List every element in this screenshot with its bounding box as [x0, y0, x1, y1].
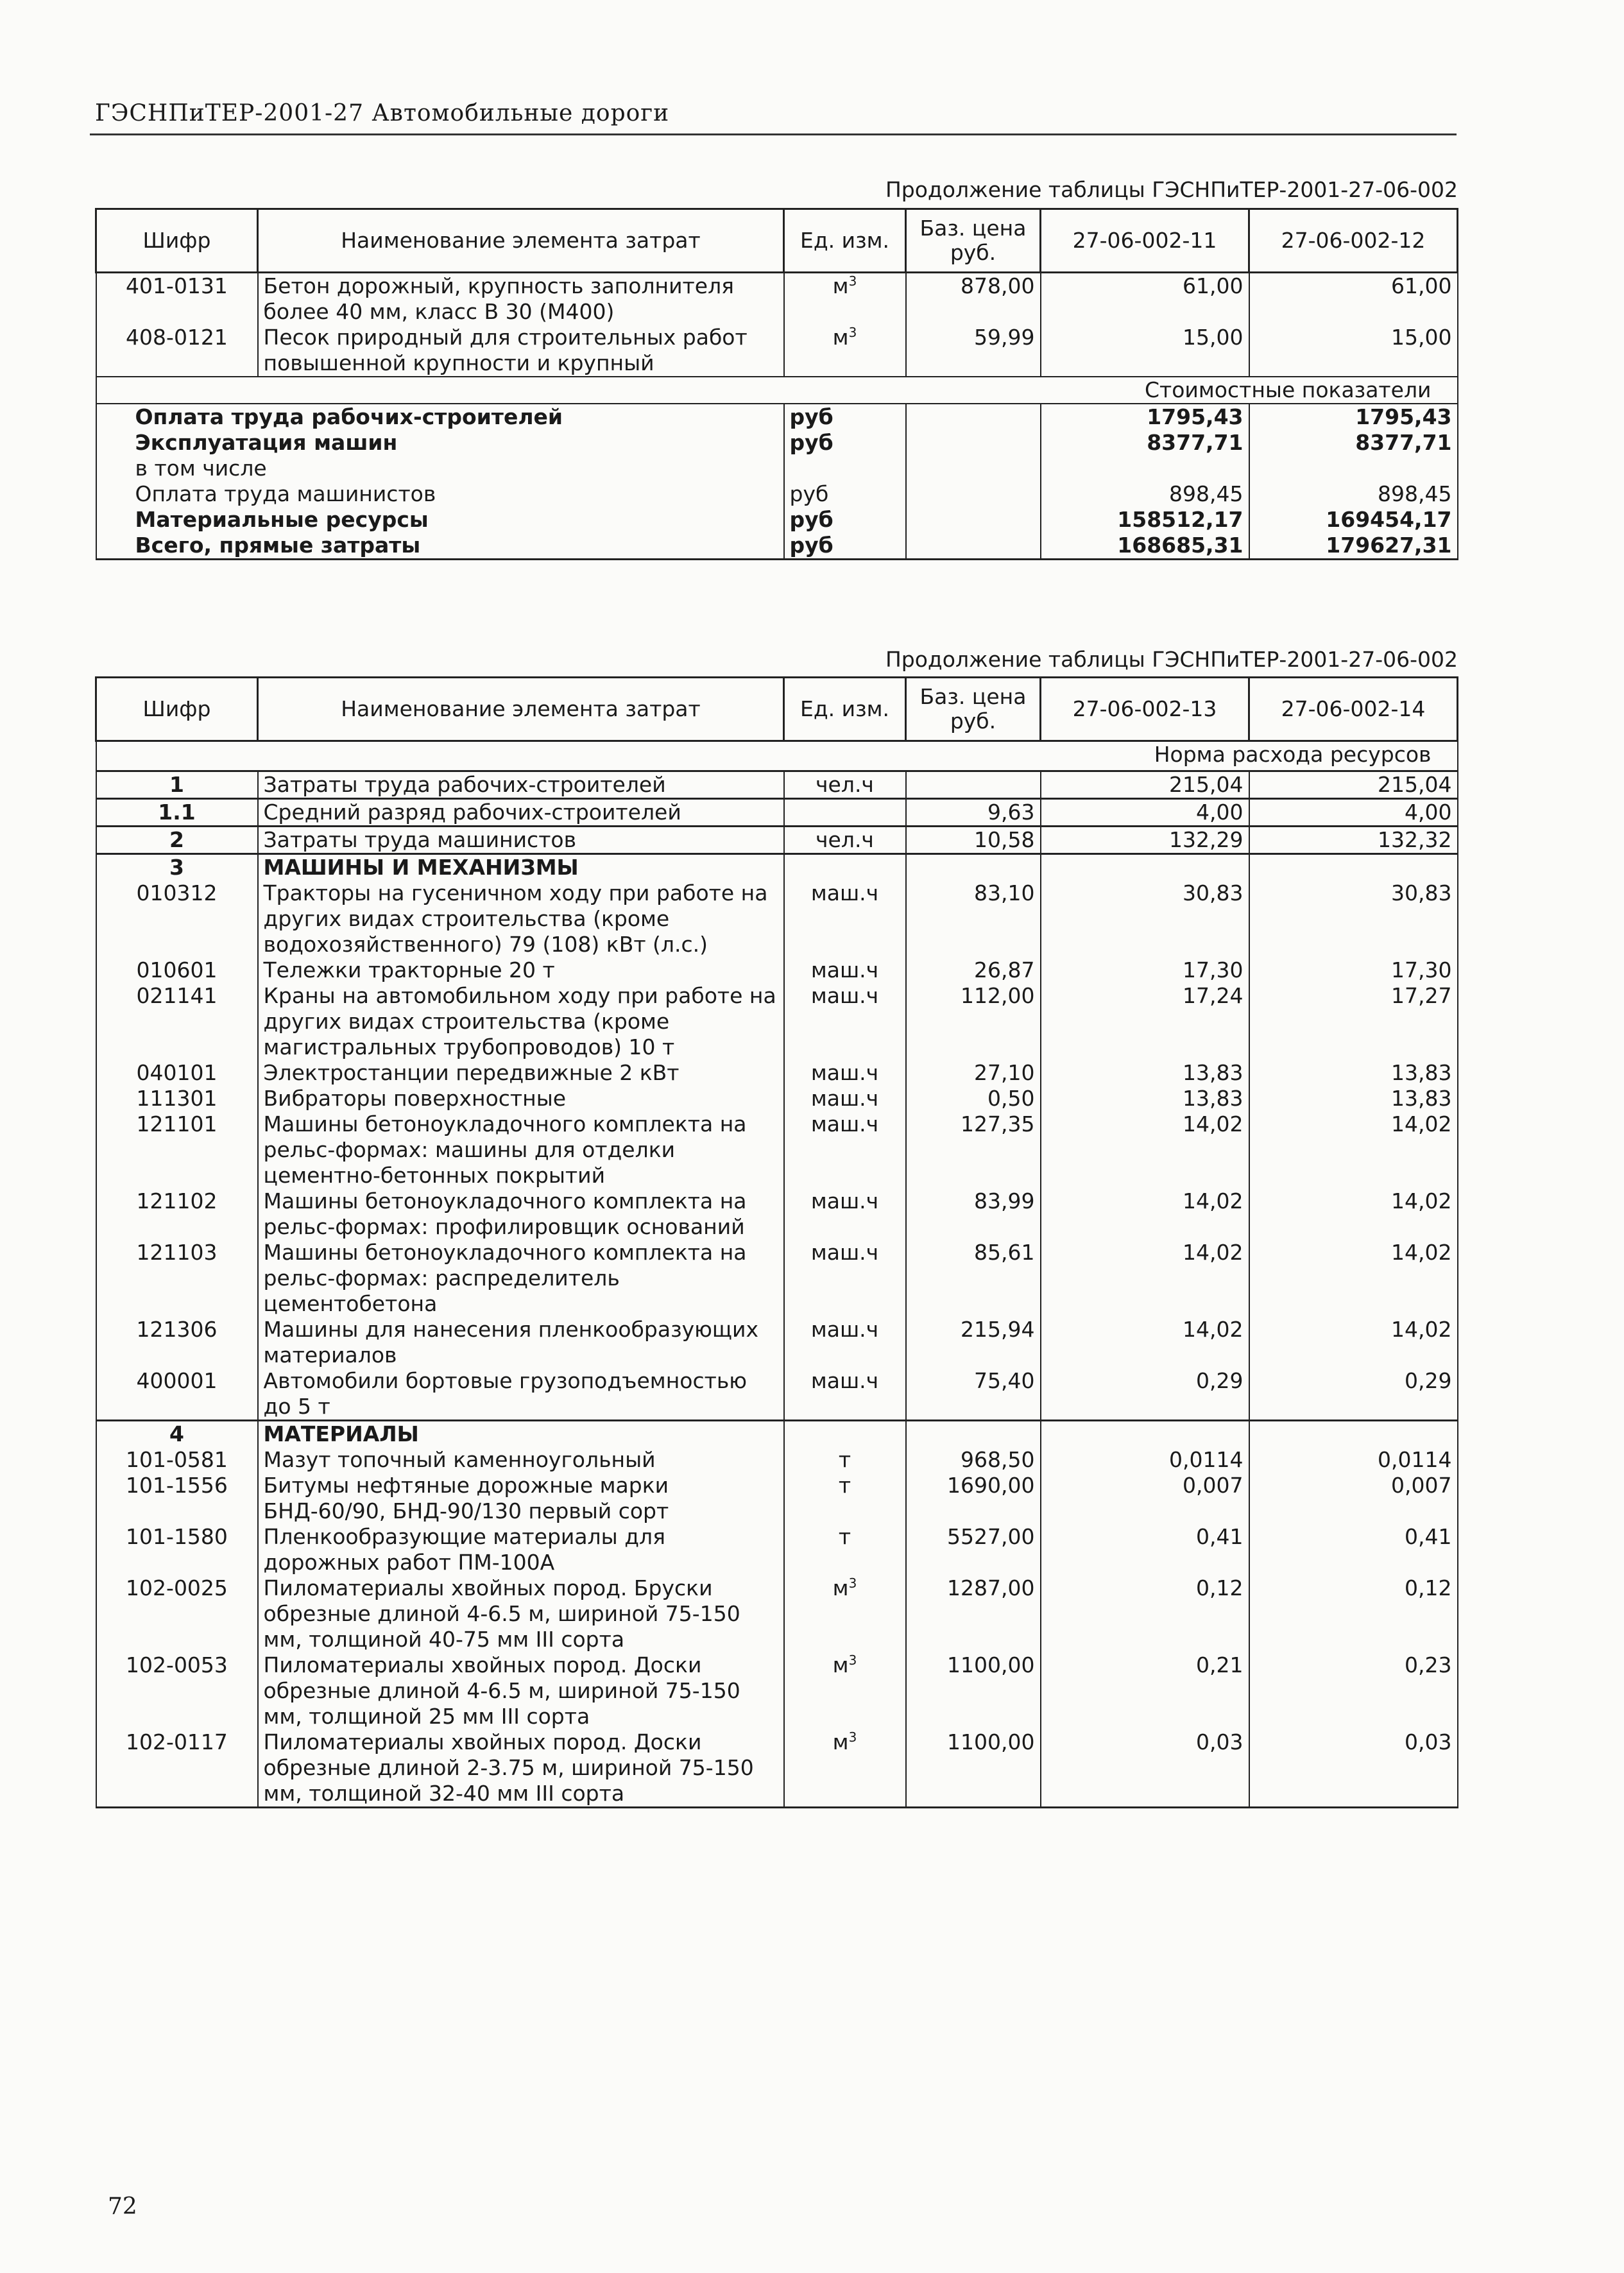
table-row [96, 1240, 1458, 1317]
row-value-1: 17,24 [1041, 983, 1249, 1060]
row-unit [784, 1652, 906, 1729]
cost-value-1: 168685,31 [1041, 533, 1249, 560]
table1-header-row [96, 209, 1458, 273]
row-code: 102-0025 [96, 1575, 258, 1652]
row-unit [784, 325, 906, 377]
row-value-2: 0,0114 [1249, 1447, 1458, 1473]
row-code: 010312 [96, 880, 258, 957]
row-name: Машины бетоноукладочного комплекта на рельс-формах: профилировщик оснований [258, 1188, 784, 1240]
table-row [96, 1421, 1458, 1448]
row-name: Пиломатериалы хвойных пород. Доски обрезные длиной 2-3.75 м, шириной 75-150 мм, толщиной 32-40 мм III сорта [258, 1729, 784, 1808]
row-name: Тракторы на гусеничном ходу при работе на других видах строительства (кроме водохозяйственного) 79 (108) кВт (л.с.) [258, 880, 784, 957]
unit-text: маш.ч [810, 1240, 879, 1265]
table1-caption: Продолжение таблицы ГЭСНПиТЕР-2001-27-06-002 [885, 177, 1458, 202]
row-code: 2 [96, 827, 258, 854]
row-unit [784, 1368, 906, 1421]
row-unit [784, 983, 906, 1060]
row-price [906, 1421, 1041, 1448]
row-name: Битумы нефтяные дорожные марки БНД-60/90, БНД-90/130 первый сорт [258, 1473, 784, 1524]
row-code: 1.1 [96, 799, 258, 827]
row-unit [784, 1575, 906, 1652]
row-name: Затраты труда машинистов [258, 827, 784, 854]
row-value-1: 15,00 [1041, 325, 1249, 377]
row-value-2: 14,02 [1249, 1317, 1458, 1368]
table-row [96, 854, 1458, 881]
row-code: 121101 [96, 1111, 258, 1188]
row-value-1 [1041, 1421, 1249, 1448]
row-code: 021141 [96, 983, 258, 1060]
row-value-2: 61,00 [1249, 273, 1458, 325]
cost-value-1: 8377,71 [1041, 430, 1249, 456]
table-row [96, 1729, 1458, 1808]
row-value-1: 13,83 [1041, 1086, 1249, 1111]
row-unit [784, 1473, 906, 1524]
row-value-1: 14,02 [1041, 1111, 1249, 1188]
table-row [96, 983, 1458, 1060]
row-value-2: 15,00 [1249, 325, 1458, 377]
row-value-1: 0,21 [1041, 1652, 1249, 1729]
row-name: МАШИНЫ И МЕХАНИЗМЫ [258, 854, 784, 881]
row-value-1: 30,83 [1041, 880, 1249, 957]
table-row [96, 771, 1458, 799]
unit-text: чел.ч [816, 827, 874, 852]
table-row [96, 273, 1458, 325]
cost-value-2: 169454,17 [1249, 507, 1458, 533]
unit-superscript: 3 [848, 325, 857, 340]
unit-superscript: 3 [848, 273, 857, 289]
table-row [96, 1524, 1458, 1575]
cost-value-2: 179627,31 [1249, 533, 1458, 560]
row-price: 83,10 [906, 880, 1041, 957]
cost-value-2: 898,45 [1249, 481, 1458, 507]
unit-text: т [838, 1473, 851, 1498]
cost-row [96, 507, 1458, 533]
cost-value-2: 1795,43 [1249, 404, 1458, 430]
table-row [96, 799, 1458, 827]
table2-section-label: Норма расхода ресурсов [96, 741, 1458, 771]
cost-value-2: 8377,71 [1249, 430, 1458, 456]
row-unit [784, 854, 906, 881]
row-unit [784, 273, 906, 325]
row-price: 75,40 [906, 1368, 1041, 1421]
row-value-2 [1249, 1421, 1458, 1448]
cost-name: в том числе [96, 456, 784, 481]
table1-header-col1: 27-06-002-11 [1041, 209, 1249, 273]
table-row [96, 957, 1458, 983]
cost-price [906, 533, 1041, 560]
table-row [96, 325, 1458, 377]
row-price: 0,50 [906, 1086, 1041, 1111]
row-code: 101-0581 [96, 1447, 258, 1473]
row-value-1: 0,007 [1041, 1473, 1249, 1524]
row-name: Песок природный для строительных работ повышенной крупности и крупный [258, 325, 784, 377]
row-price: 1100,00 [906, 1729, 1041, 1808]
row-price: 1100,00 [906, 1652, 1041, 1729]
row-value-1: 4,00 [1041, 799, 1249, 827]
row-unit [784, 1421, 906, 1448]
unit-text: т [838, 1524, 851, 1549]
cost-value-2 [1249, 456, 1458, 481]
row-price: 968,50 [906, 1447, 1041, 1473]
cost-value-1: 158512,17 [1041, 507, 1249, 533]
row-price [906, 854, 1041, 881]
table-row [96, 1473, 1458, 1524]
row-unit [784, 1447, 906, 1473]
cost-price [906, 481, 1041, 507]
row-value-2: 4,00 [1249, 799, 1458, 827]
row-value-1: 215,04 [1041, 771, 1249, 799]
table1-header-price: Баз. цена руб. [906, 209, 1041, 273]
table-row [96, 1317, 1458, 1368]
row-code: 121102 [96, 1188, 258, 1240]
unit-text: чел.ч [816, 772, 874, 797]
unit-text: т [838, 1447, 851, 1472]
row-unit [784, 1111, 906, 1188]
row-value-2: 13,83 [1249, 1060, 1458, 1086]
row-unit [784, 1240, 906, 1317]
unit-text: м [832, 325, 849, 350]
row-value-2: 14,02 [1249, 1240, 1458, 1317]
table-row [96, 827, 1458, 854]
row-unit [784, 957, 906, 983]
row-value-1: 0,41 [1041, 1524, 1249, 1575]
table-row [96, 1575, 1458, 1652]
row-value-2: 14,02 [1249, 1111, 1458, 1188]
unit-text: маш.ч [810, 1086, 879, 1111]
row-name: Пиломатериалы хвойных пород. Бруски обрезные длиной 4-6.5 м, шириной 75-150 мм, толщиной 40-75 мм III сорта [258, 1575, 784, 1652]
table2-header-col2: 27-06-002-14 [1249, 678, 1458, 741]
row-value-1: 0,03 [1041, 1729, 1249, 1808]
table1-header-unit: Ед. изм. [784, 209, 906, 273]
row-name: Бетон дорожный, крупность заполнителя более 40 мм, класс В 30 (М400) [258, 273, 784, 325]
row-name: Машины бетоноукладочного комплекта на рельс-формах: машины для отделки цементно-бетонных покрытий [258, 1111, 784, 1188]
row-value-2: 0,23 [1249, 1652, 1458, 1729]
row-name: Автомобили бортовые грузоподъемностью до 5 т [258, 1368, 784, 1421]
row-value-2: 0,41 [1249, 1524, 1458, 1575]
cost-unit: руб [784, 533, 906, 560]
row-value-1: 14,02 [1041, 1188, 1249, 1240]
row-code: 3 [96, 854, 258, 881]
row-unit [784, 771, 906, 799]
row-unit [784, 799, 906, 827]
row-code: 4 [96, 1421, 258, 1448]
row-value-1: 0,0114 [1041, 1447, 1249, 1473]
row-unit [784, 1086, 906, 1111]
row-name: Пиломатериалы хвойных пород. Доски обрезные длиной 4-6.5 м, шириной 75-150 мм, толщиной 25 мм III сорта [258, 1652, 784, 1729]
row-name: Краны на автомобильном ходу при работе на других видах строительства (кроме магистральных трубопроводов) 10 т [258, 983, 784, 1060]
unit-text: м [832, 1575, 849, 1600]
row-code: 121103 [96, 1240, 258, 1317]
cost-row [96, 533, 1458, 560]
table1-header-name: Наименование элемента затрат [258, 209, 784, 273]
table-row [96, 1188, 1458, 1240]
row-unit [784, 1524, 906, 1575]
row-price: 9,63 [906, 799, 1041, 827]
page-number: 72 [108, 2193, 137, 2220]
table2-header-col1: 27-06-002-13 [1041, 678, 1249, 741]
cost-name: Материальные ресурсы [96, 507, 784, 533]
cost-name: Эксплуатация машин [96, 430, 784, 456]
unit-text: маш.ч [810, 1060, 879, 1085]
row-value-1: 14,02 [1041, 1240, 1249, 1317]
table2-header-unit: Ед. изм. [784, 678, 906, 741]
row-value-1: 61,00 [1041, 273, 1249, 325]
unit-text: м [832, 273, 849, 298]
row-name: Тележки тракторные 20 т [258, 957, 784, 983]
unit-text: маш.ч [810, 957, 879, 982]
cost-price [906, 456, 1041, 481]
unit-text: маш.ч [810, 1111, 879, 1136]
cost-name: Оплата труда машинистов [96, 481, 784, 507]
row-value-2: 14,02 [1249, 1188, 1458, 1240]
unit-text: маш.ч [810, 1317, 879, 1342]
row-code: 401-0131 [96, 273, 258, 325]
row-value-1: 132,29 [1041, 827, 1249, 854]
row-price: 1690,00 [906, 1473, 1041, 1524]
cost-price [906, 404, 1041, 430]
table-row [96, 1652, 1458, 1729]
row-price: 127,35 [906, 1111, 1041, 1188]
row-code: 101-1556 [96, 1473, 258, 1524]
row-code: 400001 [96, 1368, 258, 1421]
row-value-1: 14,02 [1041, 1317, 1249, 1368]
row-value-2: 30,83 [1249, 880, 1458, 957]
row-price: 1287,00 [906, 1575, 1041, 1652]
cost-row [96, 481, 1458, 507]
row-unit [784, 1060, 906, 1086]
row-price: 83,99 [906, 1188, 1041, 1240]
cost-value-1: 898,45 [1041, 481, 1249, 507]
table1-section-label: Стоимостные показатели [96, 377, 1458, 404]
table1-header-col2: 27-06-002-12 [1249, 209, 1458, 273]
row-value-2: 0,29 [1249, 1368, 1458, 1421]
table1-header-code: Шифр [96, 209, 258, 273]
row-name: МАТЕРИАЛЫ [258, 1421, 784, 1448]
row-name: Машины для нанесения пленкообразующих материалов [258, 1317, 784, 1368]
row-code: 010601 [96, 957, 258, 983]
cost-unit: руб [784, 430, 906, 456]
row-value-2 [1249, 854, 1458, 881]
row-unit [784, 827, 906, 854]
table1 [95, 208, 1458, 560]
cost-row [96, 430, 1458, 456]
unit-text: м [832, 1729, 849, 1754]
cost-value-1: 1795,43 [1041, 404, 1249, 430]
row-price: 59,99 [906, 325, 1041, 377]
header-rule [90, 133, 1457, 135]
row-code: 121306 [96, 1317, 258, 1368]
cost-row [96, 404, 1458, 430]
table-row [96, 1060, 1458, 1086]
row-name: Пленкообразующие материалы для дорожных работ ПМ-100А [258, 1524, 784, 1575]
row-value-2: 0,007 [1249, 1473, 1458, 1524]
row-name: Электростанции передвижные 2 кВт [258, 1060, 784, 1086]
row-price: 5527,00 [906, 1524, 1041, 1575]
cost-unit: руб [784, 404, 906, 430]
row-code: 1 [96, 771, 258, 799]
table2-caption: Продолжение таблицы ГЭСНПиТЕР-2001-27-06-002 [885, 647, 1458, 672]
row-name: Мазут топочный каменноугольный [258, 1447, 784, 1473]
row-value-2: 17,27 [1249, 983, 1458, 1060]
row-name: Затраты труда рабочих-строителей [258, 771, 784, 799]
row-unit [784, 880, 906, 957]
row-price: 26,87 [906, 957, 1041, 983]
table-row [96, 880, 1458, 957]
table2-header-price: Баз. цена руб. [906, 678, 1041, 741]
table-row [96, 1111, 1458, 1188]
cost-row [96, 456, 1458, 481]
row-value-1: 13,83 [1041, 1060, 1249, 1086]
unit-text: маш.ч [810, 1368, 879, 1393]
row-name: Машины бетоноукладочного комплекта на рельс-формах: распределитель цементобетона [258, 1240, 784, 1317]
row-name: Вибраторы поверхностные [258, 1086, 784, 1111]
row-value-2: 215,04 [1249, 771, 1458, 799]
row-unit [784, 1188, 906, 1240]
unit-text: маш.ч [810, 1188, 879, 1214]
row-value-2: 0,12 [1249, 1575, 1458, 1652]
row-price: 27,10 [906, 1060, 1041, 1086]
unit-superscript: 3 [848, 1652, 857, 1668]
row-value-1 [1041, 854, 1249, 881]
table-row [96, 1086, 1458, 1111]
row-price: 215,94 [906, 1317, 1041, 1368]
cost-unit [784, 456, 906, 481]
row-value-2: 132,32 [1249, 827, 1458, 854]
row-code: 102-0053 [96, 1652, 258, 1729]
row-code: 101-1580 [96, 1524, 258, 1575]
row-code: 040101 [96, 1060, 258, 1086]
row-price: 85,61 [906, 1240, 1041, 1317]
row-price: 112,00 [906, 983, 1041, 1060]
cost-unit: руб [784, 507, 906, 533]
unit-superscript: 3 [848, 1575, 857, 1591]
row-value-1: 17,30 [1041, 957, 1249, 983]
row-value-2: 0,03 [1249, 1729, 1458, 1808]
row-price: 10,58 [906, 827, 1041, 854]
cost-price [906, 430, 1041, 456]
row-price [906, 771, 1041, 799]
table-row [96, 1447, 1458, 1473]
row-value-2: 13,83 [1249, 1086, 1458, 1111]
table-row [96, 1368, 1458, 1421]
row-code: 102-0117 [96, 1729, 258, 1808]
row-name: Средний разряд рабочих-строителей [258, 799, 784, 827]
unit-text: м [832, 1652, 849, 1677]
row-code: 408-0121 [96, 325, 258, 377]
row-value-1: 0,12 [1041, 1575, 1249, 1652]
row-value-2: 17,30 [1249, 957, 1458, 983]
table2-header-name: Наименование элемента затрат [258, 678, 784, 741]
unit-text: маш.ч [810, 880, 879, 905]
row-unit [784, 1317, 906, 1368]
cost-unit: руб [784, 481, 906, 507]
unit-text: маш.ч [810, 983, 879, 1008]
table1-section-row [96, 377, 1458, 404]
row-value-1: 0,29 [1041, 1368, 1249, 1421]
row-code: 111301 [96, 1086, 258, 1111]
cost-name: Всего, прямые затраты [96, 533, 784, 560]
cost-name: Оплата труда рабочих-строителей [96, 404, 784, 430]
table2-header-code: Шифр [96, 678, 258, 741]
table2-header-row [96, 678, 1458, 741]
row-price: 878,00 [906, 273, 1041, 325]
page-header: ГЭСНПиТЕР-2001-27 Автомобильные дороги [95, 100, 670, 126]
table2 [95, 676, 1458, 1808]
cost-price [906, 507, 1041, 533]
table2-section-row [96, 741, 1458, 771]
cost-value-1 [1041, 456, 1249, 481]
unit-superscript: 3 [848, 1729, 857, 1745]
row-unit [784, 1729, 906, 1808]
